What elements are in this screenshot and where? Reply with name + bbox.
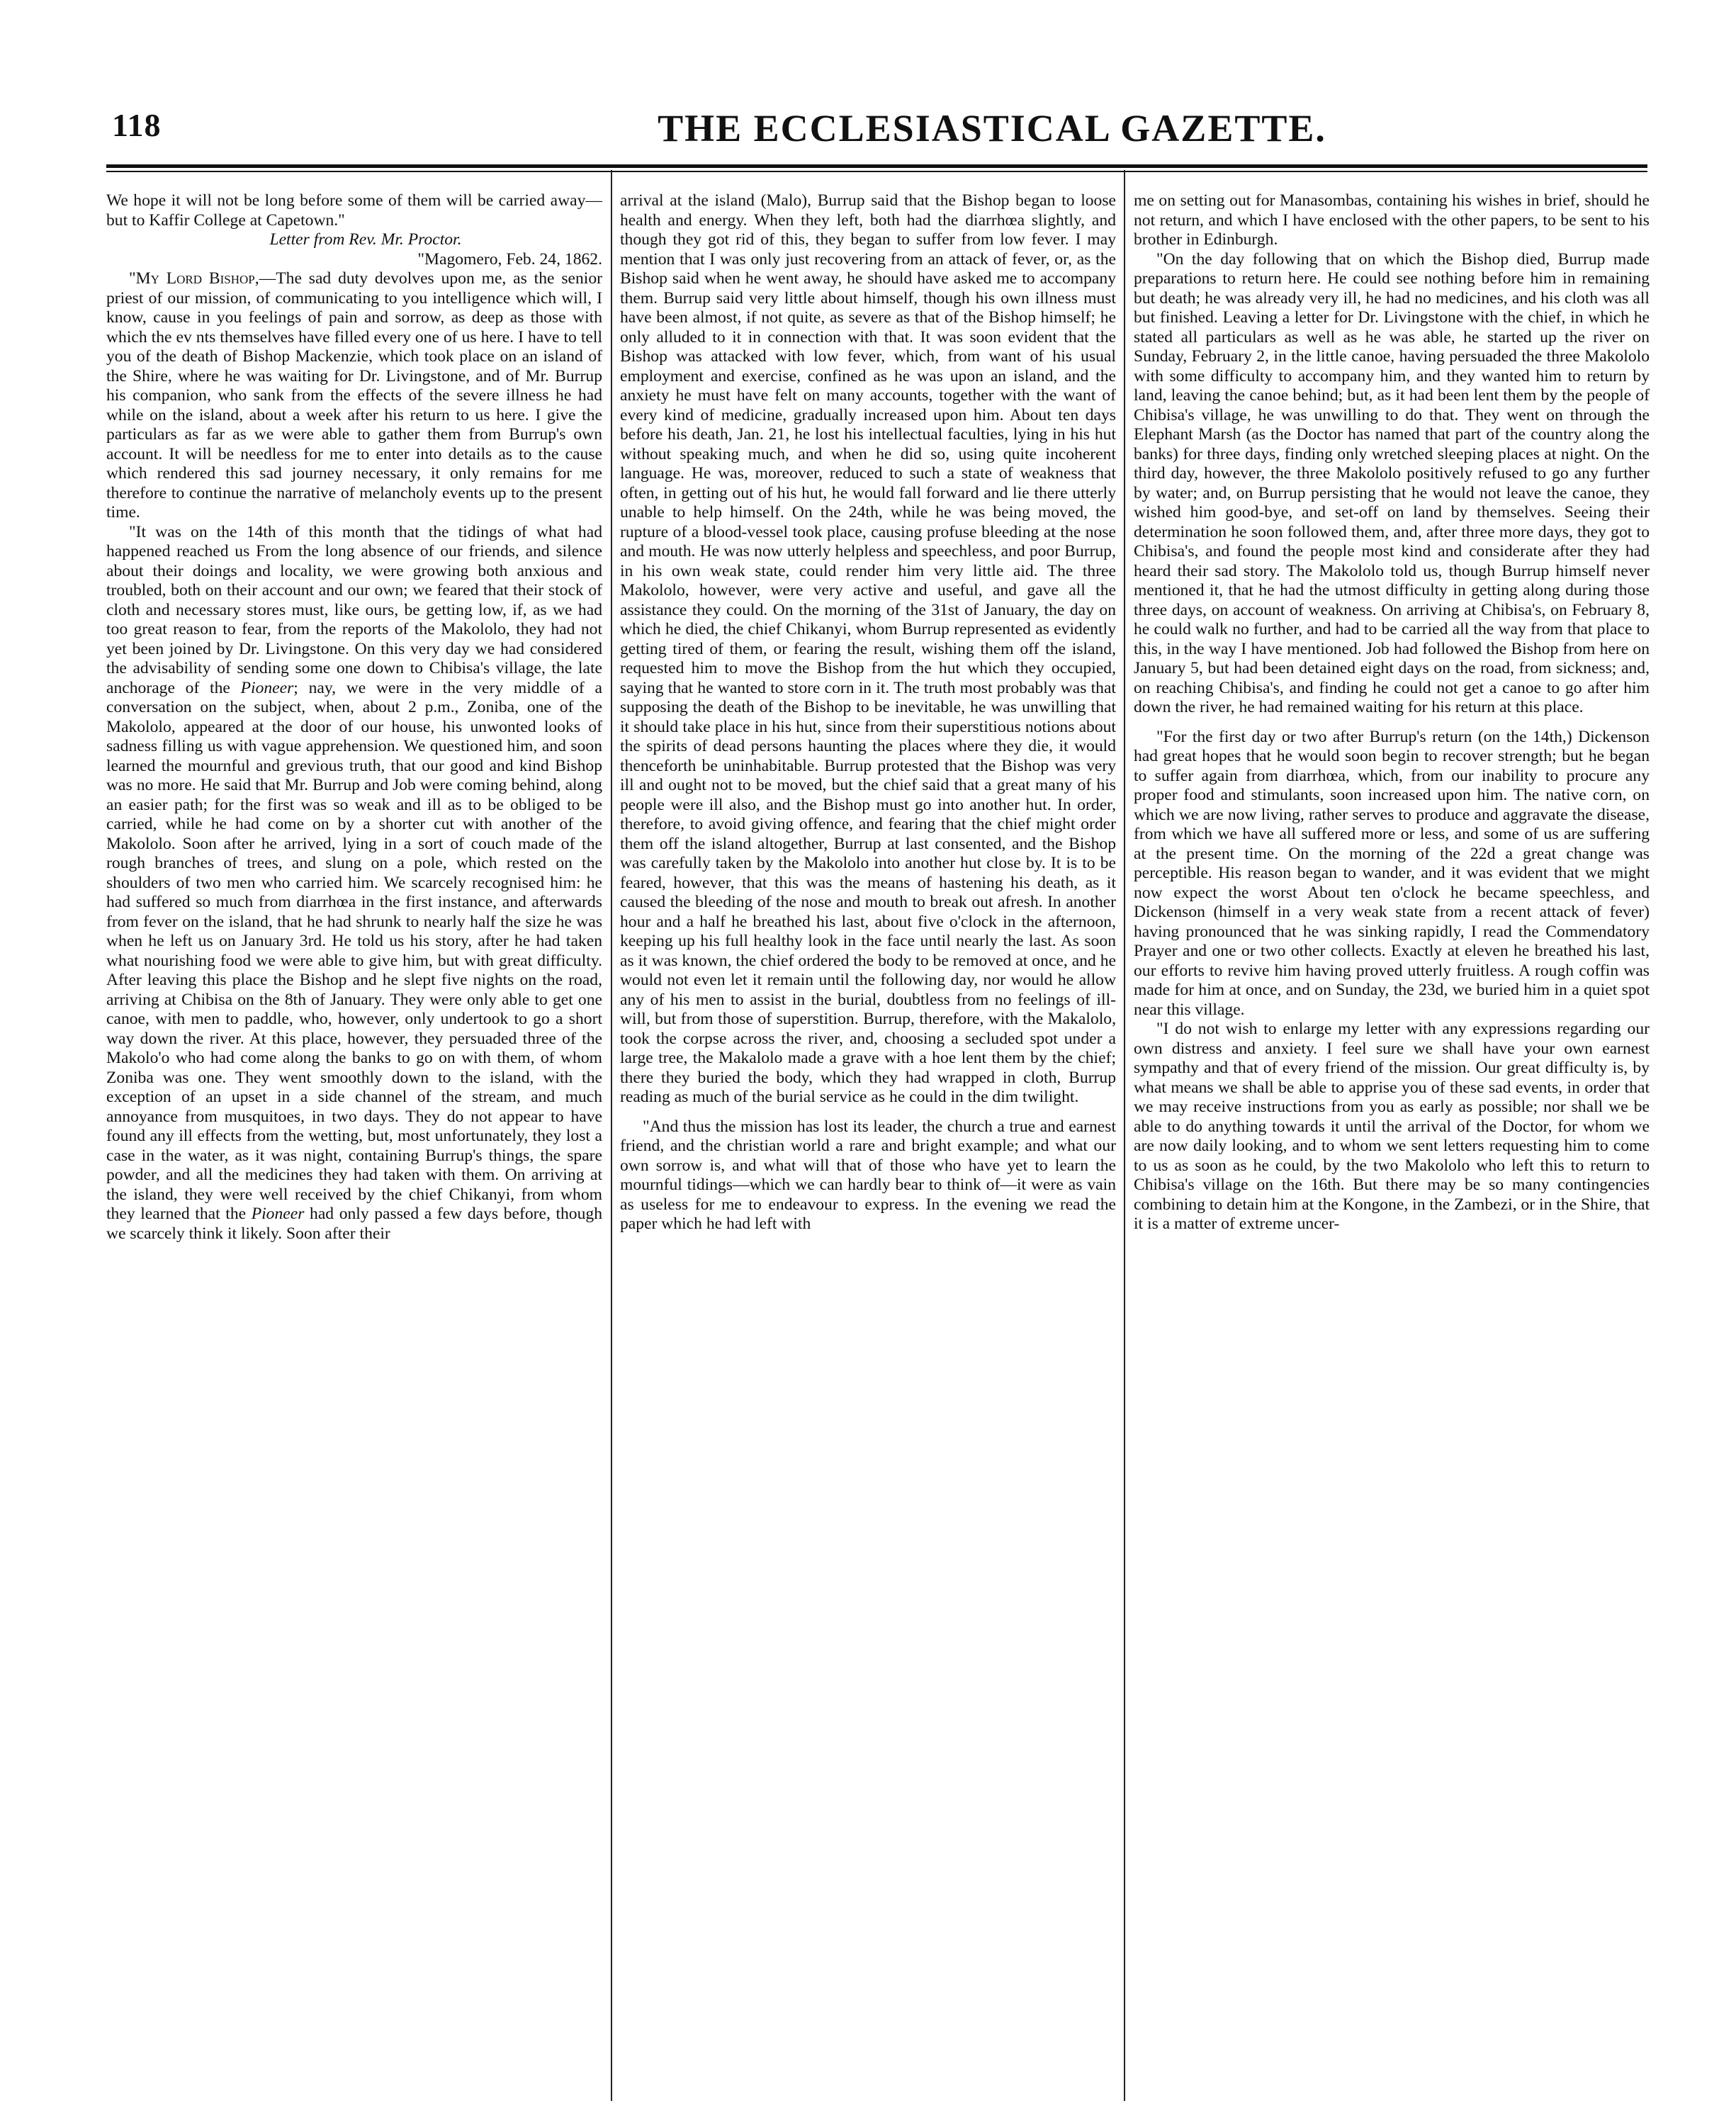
column-2 — [620, 191, 1116, 2097]
masthead-title: THE ECCLESIASTICAL GAZETTE. — [658, 107, 1326, 150]
letter-title: Letter from Rev. Mr. Proctor. — [269, 230, 462, 249]
paragraph: "I do not wish to enlarge my letter with any expressions regarding our own distress and anxiety. I feel sure we shall have your own earnest sympathy and that of every friend of the mission. Our great difficulty is, by what means we shall be able to apprise you of these sad events, in order that we may receive instructions from you as early as possible; nor shall we be able to do anything towards it until the arrival of the Doctor, for whom we are now daily looking, and to whom we sent letters requesting him to come to us as soon as he could, by the two Makololo who left this to return to Chibisa's village on the 16th. But there may be so many contingencies combining to detain him at the Kongone, in the Zambezi, or in the Shire, that it is a matter of extreme uncer- — [1134, 1020, 1650, 1233]
salutation: "My Lord Bishop, — [129, 269, 259, 288]
column-rule-2 — [1124, 170, 1125, 2101]
paragraph: "And thus the mission has lost its leader, the church a true and earnest friend, and the christian world a rare and bright example; and what our own sorrow is, and what will that of those who have yet to learn the mournful tidings—which we can hardly bear to think of—it were as vain as useless for me to endeavour to express. In the evening we read the paper which he had left with — [620, 1117, 1116, 1233]
header-rule — [106, 164, 1647, 172]
paragraph: me on setting out for Manasombas, containing his wishes in brief, should he not return, and which I have enclosed with the other papers, to be sent to his brother in Edinburgh. — [1134, 191, 1650, 249]
paragraph: arrival at the island (Malo), Burrup said that the Bishop began to loose health and energy. When they left, both had the diarrhœa slightly, and though they got rid of this, they began to suffer from low fever. I may mention that I was only just recovering from an attack of fever, or, as the Bishop said when he went away, he should have asked me to accompany them. Burrup said very little about himself, though his own illness must have been almost, if not quite, as severe as that of the Bishop himself; he only alluded to it in connection with that. It was soon evident that the Bishop was attacked with low fever, which, from want of his usual employment and exercise, confined as he was upon an island, and the anxiety he must have felt on many accounts, together with the want of every kind of medicine, gradually increased upon him. About ten days before his death, Jan. 21, he lost his intellectual faculties, lying in his hut without speaking much, and when he did so, using quite incoherent language. He was, moreover, reduced to such a state of weakness that often, in getting out of his hut, he would fall forward and lie there utterly unable to help himself. On the 24th, while he was being moved, the rupture of a blood-vessel took place, causing profuse bleeding at the nose and mouth. He was now utterly helpless and speechless, and poor Burrup, in his own weak state, could render him very little aid. The three Makololo, however, were very active and useful, and gave all the assistance they could. On the morning of the 31st of January, the day on which he died, the chief Chikanyi, whom Burrup represented as evidently getting tired of them, or fearing the result, wishing them off the island, requested him to move the Bishop from the hut which they occupied, saying that he wanted to store corn in it. The truth most probably was that supposing the death of the Bishop to be inevitable, he was unwilling that it should take place in his hut, since from their superstitious notions about the spirits of dead persons haunting the places where they die, it would thenceforth be uninhabitable. Burrup protested that the Bishop was very ill and ought not to be moved, but the chief said that a great many of his people were ill also, and the Bishop must go into another hut. In order, therefore, to avoid giving offence, and fearing that the chief might order them off the island altogether, Burrup at last consented, and the Bishop was carefully taken by the Makololo into another hut close by. It is to be feared, however, that this was the means of hastening his death, as it caused the bleeding of the nose and mouth to break out afresh. In another hour and a half he breathed his last, about five o'clock in the afternoon, keeping up his full healthy look in the face until nearly the last. As soon as it was known, the chief ordered the body to be removed at once, and he would not even let it remain until the following day, nor would he allow any of his men to assist in the burial, doubtless from no feelings of ill-will, but from those of superstition. Burrup, therefore, with the Makalolo, took the corpse across the river, and, choosing a secluded spot under a large tree, the Makalolo made a grave with a hoe lent them by the chief; there they buried the body, which they had wrapped in cloth, Burrup reading as much of the burial service as he could in the dim twilight. — [620, 191, 1116, 1106]
paragraph: "On the day following that on which the Bishop died, Burrup made preparations to return here. He could see nothing before him in remaining but death; he was already very ill, he had no medicines, and his cloth was all but finished. Leaving a letter for Dr. Livingstone with the chief, in which he stated all particulars as well as he was able, he started up the river on Sunday, February 2, in the little canoe, having persuaded the three Makololo with some difficulty to accompany him, and they wanted him to return by land, leaving the canoe behind; but, as it had been lent them by the people of Chibisa's village, he was unwilling to do that. They went on through the Elephant Marsh (as the Doctor has named that part of the country along the banks) for three days, finding only wretched sleeping places at night. On the third day, however, the three Makololo positively refused to go any further by water; and, on Burrup persisting that he would not leave the canoe, they wished him good-bye, and set-off on land by themselves. Seeing their determination he soon followed them, and, after three more days, they got to Chibisa's, and found the people most kind and considerate after they had heard their sad story. The Makololo told us, though Burrup himself never mentioned it, that he had the utmost difficulty in getting along during those three days, on account of weakness. On arriving at Chibisa's, on February 8, he could walk no further, and had to be carried all the way from that place to this, in the way I have mentioned. Job had followed the Bishop from here on January 5, but had been detained eight days on the road, from sickness; and, on reaching Chibisa's, and finding he could not get a canoe to go after him down the river, he had remained waiting for his return at this place. — [1134, 249, 1650, 716]
column-3 — [1134, 191, 1650, 2097]
paragraph-text: —The sad duty devolves upon me, as the senior priest of our mission, of communicating to you intelligence which will, I know, cause in you feelings of pain and sorrow, as deep as those with which the ev nts themselves have filled every one of us here. I have to tell you of the death of Bishop Mackenzie, which took place on an island of the Shire, where he was waiting for Dr. Livingstone, and of Mr. Burrup his companion, who sank from the effects of the severe illness he had while on the island, about a week after his return to us here. I give the particulars as far as we were able to gather them from Burrup's own account. It will be needless for me to enter into details as to the cause which rendered this sad journey necessary, it only remains for me therefore to continue the narrative of melancholy events up to the present time. — [106, 269, 602, 522]
paragraph — [106, 523, 602, 1244]
dateline: "Magomero, Feb. 24, 1862. — [417, 249, 602, 269]
ship-name: Pioneer — [240, 678, 294, 697]
paragraph: We hope it will not be long before some of them will be carried away—but to Kaffir College at Capetown." — [106, 191, 602, 230]
paragraph — [106, 269, 602, 523]
page-number: 118 — [112, 107, 162, 143]
column-1 — [106, 191, 602, 2097]
paragraph-text: "It was on the 14th of this month that the tidings of what had happened reached us From the long absence of our friends, and silence about their doings and locality, we were growing both anxious and troubled, both on their account and our own; we feared that their stock of cloth and necessary stores must, like ours, be getting low, if, as we had too great reason to fear, from the reports of the Makololo, they had not yet been joined by Dr. Livingstone. On this very day we had considered the advisability of sending some one down to Chibisa's village, the late anchorage of the — [106, 522, 602, 697]
paragraph-text: had only passed a few days before, though we scarcely think it likely. Soon after their — [106, 1205, 602, 1243]
paragraph-text: ; nay, we were in the very middle of a conversation on the subject, when, about 2 p.m., Zoniba, one of the Makololo, appeared at the door of our house, his unwonted looks of sadness filling us with vague apprehension. We questioned him, and soon learned the mournful and grevious truth, that our good and kind Bishop was no more. He said that Mr. Burrup and Job were coming behind, along an easier path; for the first was so weak and ill as to be obliged to be carried, while he had come on by a shorter cut with another of the Makololo. Soon after he arrived, lying in a sort of couch made of the rough branches of trees, and slung on a pole, which rested on the shoulders of two men who carried him. We scarcely recognised him: he had suffered so much from diarrhœa in the first instance, and afterwards from fever on the island, that he had shrunk to nearly half the size he was when he left us on January 3rd. He told us his story, after he had taken what nourishing food we were able to give him, but with great difficulty. After leaving this place the Bishop and he slept five nights on the road, arriving at Chibisa on the 8th of January. They were only able to get one canoe, with men to paddle, who, however, only undertook to go a short way down the river. At this place, however, they persuaded three of the Makolo'o who had come along the banks to go on with them, of whom Zoniba was one. They went smoothly down to the island, with the exception of an upset in a side channel of the stream, and much annoyance from musquitoes, in two days. They do not appear to have found any ill effects from the wetting, but, most unfortunately, they lost a case in the water, as it was night, containing Burrup's things, the spare powder, and all the medicines they had taken with them. On arriving at the island, they were well received by the chief Chikanyi, from whom they learned that the — [106, 678, 602, 1223]
paragraph: "For the first day or two after Burrup's return (on the 14th,) Dickenson had great hopes that he would soon begin to recover strength; but he began to suffer again from diarrhœa, which, from our inability to procure any proper food and stimulants, soon increased upon him. The native corn, on which we are now living, rather serves to produce and aggravate the disease, from which we have all suffered more or less, and some of us are suffering at the present time. On the morning of the 22d a great change was perceptible. His reason began to wander, and it was evident that we might now expect the worst About ten o'clock he became speechless, and Dickenson (himself in a very weak state from a recent attack of fever) having pronounced that he was sinking rapidly, I read the Commendatory Prayer and one or two other collects. Exactly at eleven he breathed his last, our efforts to revive him having proved utterly fruitless. A rough coffin was made for him at once, and on Sunday, the 23d, we buried him in a quiet spot near this village. — [1134, 727, 1650, 1019]
ship-name: Pioneer — [251, 1205, 305, 1223]
column-rule-1 — [611, 170, 612, 2101]
